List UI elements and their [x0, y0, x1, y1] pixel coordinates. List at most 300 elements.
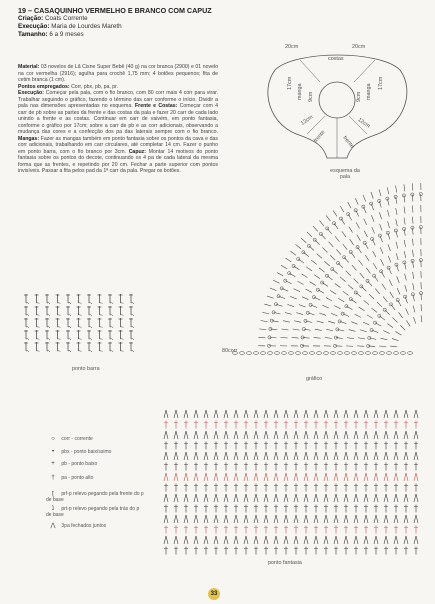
stitch-symbol	[306, 473, 308, 481]
stitch-symbol	[392, 317, 397, 322]
stitch-symbol	[26, 327, 29, 328]
stitch-symbol	[294, 410, 296, 418]
stitch-symbol	[352, 352, 357, 355]
stitch-symbol	[206, 494, 208, 502]
stitch-symbol	[276, 473, 278, 481]
stitch-symbol	[346, 494, 348, 502]
stitch-symbol	[395, 263, 398, 266]
stitch-symbol	[164, 431, 166, 439]
stitch-symbol	[390, 346, 397, 347]
stitch-symbol	[401, 352, 406, 355]
stitch-symbol	[206, 431, 208, 439]
stitch-symbol	[375, 323, 381, 326]
stitch-symbol	[408, 352, 413, 355]
stitch-symbol	[314, 337, 321, 338]
stitch-symbol	[281, 337, 288, 338]
stitch-symbol	[316, 515, 318, 523]
stitch-symbol	[404, 410, 406, 418]
stitch-symbol	[397, 288, 400, 294]
stitch-symbol	[164, 515, 166, 523]
stitch-symbol	[244, 536, 246, 544]
stitch-symbol	[236, 536, 238, 544]
stitch-symbol	[304, 473, 306, 481]
stitch-symbol	[416, 536, 418, 544]
stitch-symbol	[58, 315, 61, 316]
stitch-symbol	[396, 208, 397, 215]
stitch-symbol	[366, 494, 368, 502]
stitch-symbol	[346, 271, 351, 276]
stitch-symbol	[366, 473, 368, 481]
meta-value: Maria de Lourdes Mareth	[51, 23, 122, 30]
stitch-symbol	[264, 494, 266, 502]
stitch-symbol	[176, 515, 178, 523]
stitch-symbol	[274, 410, 276, 418]
stitch-symbol	[184, 536, 186, 544]
stitch-symbol	[270, 288, 277, 291]
stitch-symbol	[254, 452, 256, 460]
stitch-symbol	[376, 494, 378, 502]
stitch-symbol	[394, 515, 396, 523]
material-text: 03 novelos de Lã Cisne Super Bebê (40 g) na cor branca (2900) e 01 novelo na cor vermelha (2916); agulha para crochê 1,75 mm; 4 botões pequenos; fita de cetim branca (1 cm).	[18, 64, 218, 83]
stitch-symbol	[206, 473, 208, 481]
rib-chart-caption: ponto barra	[72, 366, 100, 372]
stitch-symbol	[100, 315, 103, 316]
stitch-symbol	[26, 339, 29, 340]
stitch-symbol	[284, 536, 286, 544]
legend-text: prt-p relevo pegando pela trás do p de base	[46, 506, 140, 518]
stitch-symbol	[287, 304, 294, 306]
stitch-symbol	[316, 431, 318, 439]
stitch-symbol	[397, 276, 400, 283]
stitch-symbol	[376, 536, 378, 544]
stitch-symbol	[406, 536, 408, 544]
stitch-symbol	[344, 536, 346, 544]
stitch-symbol	[388, 221, 390, 228]
stitch-symbol	[334, 494, 336, 502]
stitch-symbol	[336, 536, 338, 544]
stitch-symbol	[354, 410, 356, 418]
stitch-symbol	[79, 339, 82, 340]
stitch-symbol	[374, 515, 376, 523]
stitch-symbol	[264, 536, 266, 544]
stitch-symbol	[304, 410, 306, 418]
stitch-symbol	[89, 351, 92, 352]
stitch-symbol	[344, 494, 346, 502]
stitch-symbol	[351, 252, 355, 258]
stitch-symbol	[384, 494, 386, 502]
stitch-symbol	[404, 207, 405, 214]
double-crochet-symbol-icon: †	[51, 475, 55, 481]
stitch-symbol	[306, 515, 308, 523]
stitch-symbol	[266, 494, 268, 502]
stitch-symbol	[412, 239, 413, 246]
stitch-symbol	[264, 515, 266, 523]
stitch-symbol	[68, 351, 71, 352]
stitch-symbol	[317, 321, 324, 323]
stitch-symbol	[356, 222, 359, 228]
stitch-symbol	[348, 214, 351, 220]
stitch-symbol	[216, 536, 218, 544]
stitch-symbol	[89, 303, 92, 304]
stitch-symbol	[276, 515, 278, 523]
stitch-symbol	[314, 431, 316, 439]
stitch-symbol	[296, 352, 301, 355]
stitch-symbol	[372, 227, 375, 233]
stitch-symbol	[352, 265, 357, 270]
stitch-symbol	[296, 244, 301, 248]
stitch-symbol	[316, 473, 318, 481]
stitch-symbol	[395, 331, 401, 335]
legend-text: 3pa fechados juntos	[61, 523, 107, 529]
stitch-symbol	[396, 253, 398, 260]
stitch-symbol	[259, 329, 266, 330]
stitch-symbol	[314, 410, 316, 418]
stitch-symbol	[356, 515, 358, 523]
stitch-symbol	[296, 313, 303, 315]
stitch-symbol	[296, 431, 298, 439]
stitch-symbol	[384, 515, 386, 523]
stitch-symbol	[299, 305, 306, 307]
stitch-symbol	[386, 536, 388, 544]
stitch-symbol	[284, 452, 286, 460]
stitch-symbol	[328, 321, 335, 323]
stitch-symbol	[264, 304, 271, 306]
stitch-symbol	[377, 302, 382, 307]
stitch-symbol	[364, 219, 367, 225]
stitch-symbol	[286, 431, 288, 439]
stitch-symbol	[226, 431, 228, 439]
stitch-symbol	[266, 536, 268, 544]
stitch-symbol	[174, 536, 176, 544]
legend-item	[46, 506, 146, 518]
stitch-symbol	[344, 473, 346, 481]
stitch-symbol	[360, 273, 365, 278]
stitch-symbol	[47, 303, 50, 304]
schematic-label: 20cm	[285, 44, 299, 50]
stitch-symbol	[174, 473, 176, 481]
stitch-symbol	[276, 410, 278, 418]
yoke-schematic	[255, 30, 420, 165]
stitch-symbol	[396, 473, 398, 481]
stitch-symbol	[186, 410, 188, 418]
stitch-symbol	[268, 352, 273, 355]
stitch-symbol	[345, 305, 348, 308]
legend-item	[46, 522, 106, 529]
stitch-symbol	[244, 410, 246, 418]
stitch-symbol	[274, 473, 276, 481]
stitch-symbol	[266, 515, 268, 523]
stitch-symbol	[294, 266, 300, 270]
stitch-symbol	[166, 536, 168, 544]
stitch-symbol	[267, 296, 274, 298]
stitch-symbol	[176, 494, 178, 502]
stitch-symbol	[404, 184, 405, 191]
meta-value: Coats Corrente	[44, 15, 88, 22]
stitch-symbol	[216, 431, 218, 439]
stitch-symbol	[376, 410, 378, 418]
stitch-symbol	[404, 452, 406, 460]
meta-criacao	[18, 15, 88, 22]
stitch-symbol	[196, 515, 198, 523]
legend-item	[46, 461, 97, 467]
stitch-symbol	[261, 352, 266, 355]
stitch-symbol	[396, 242, 398, 249]
stitch-symbol	[406, 473, 408, 481]
stitch-symbol	[79, 315, 82, 316]
stitch-symbol	[176, 431, 178, 439]
stitch-symbol	[274, 431, 276, 439]
stitch-symbol	[58, 303, 61, 304]
stitch-symbol	[388, 256, 391, 263]
stitch-symbol	[387, 266, 390, 269]
stitch-symbol	[324, 410, 326, 418]
stitch-symbol	[315, 329, 322, 330]
stitch-symbol	[164, 473, 166, 481]
stitch-symbol	[100, 327, 103, 328]
stitch-symbol	[294, 431, 296, 439]
stitch-symbol	[310, 282, 316, 286]
stitch-symbol	[316, 410, 318, 418]
stitch-symbol	[406, 452, 408, 460]
points-label: Pontos empregados:	[18, 83, 70, 90]
stitch-symbol	[392, 338, 399, 340]
stitch-symbol	[416, 410, 418, 418]
stitch-symbol	[266, 410, 268, 418]
stitch-symbol	[166, 452, 168, 460]
stitch-symbol	[284, 410, 286, 418]
schematic-label: frente	[341, 135, 355, 150]
stitch-symbol	[26, 351, 29, 352]
stitch-symbol	[58, 339, 61, 340]
stitch-symbol	[356, 246, 359, 249]
stitch-symbol	[274, 303, 277, 306]
exec-text: Começar pela pala, com o fio branco, com 80 corr mais 4 corr para virar. Trabalhar seguindo o gráfico, fazendo o término das carr conforme o início. Dividir a pala nas dimensões apresentadas no esquema.	[18, 90, 218, 109]
stitch-symbol	[394, 410, 396, 418]
stitch-symbol	[386, 231, 389, 234]
stitch-symbol	[234, 494, 236, 502]
stitch-symbol	[350, 239, 354, 245]
stitch-symbol	[266, 431, 268, 439]
stitch-symbol	[359, 352, 364, 355]
hood-label: Capuz:	[128, 148, 146, 155]
stitch-symbol	[346, 431, 348, 439]
stitch-symbol	[224, 473, 226, 481]
stitch-symbol	[306, 452, 308, 460]
stitch-symbol	[234, 452, 236, 460]
stitch-symbol	[336, 473, 338, 481]
page-number: 33	[208, 588, 220, 600]
stitch-symbol	[303, 252, 308, 256]
stitch-symbol	[68, 339, 71, 340]
stitch-symbol	[362, 205, 365, 208]
stitch-symbol	[234, 515, 236, 523]
schematic-label: manga	[366, 83, 372, 100]
stitch-symbol	[306, 536, 308, 544]
stitch-symbol	[386, 431, 388, 439]
stitch-symbol	[214, 431, 216, 439]
stitch-symbol	[184, 431, 186, 439]
stitch-symbol	[346, 452, 348, 460]
single-crochet-symbol-icon: +	[51, 461, 55, 467]
sleeves-label: Mangas:	[18, 135, 40, 142]
stitch-symbol	[356, 410, 358, 418]
stitch-symbol	[216, 452, 218, 460]
stitch-symbol	[89, 315, 92, 316]
stitch-symbol	[354, 452, 356, 460]
page-title: 19 – CASAQUINHO VERMELHO E BRANCO COM CAPUZ	[18, 6, 212, 15]
stitch-symbol	[405, 285, 407, 292]
stitch-symbol	[379, 316, 385, 320]
stitch-symbol	[390, 292, 394, 298]
stitch-symbol	[363, 195, 366, 202]
stitch-symbol	[339, 217, 342, 220]
stitch-symbol	[412, 195, 413, 202]
stitch-symbol	[384, 536, 386, 544]
stitch-symbol	[374, 410, 376, 418]
stitch-symbol	[176, 536, 178, 544]
stitch-symbol	[421, 304, 422, 311]
stitch-symbol	[334, 431, 336, 439]
stitch-symbol	[289, 352, 294, 355]
sleeves-text: Fazer as mangas também em ponto fantasia sobre os pontos da cava e das corr adicionais, trabalhando em carr circulares, até completar 14 cm. Fazer o punho em ponto barra, com o fio branco por 3cm.	[18, 135, 218, 155]
stitch-symbol	[294, 473, 296, 481]
stitch-symbol	[373, 263, 377, 269]
stitch-symbol	[319, 221, 323, 226]
stitch-symbol	[396, 219, 398, 226]
stitch-symbol	[286, 452, 288, 460]
stitch-symbol	[256, 515, 258, 523]
stitch-symbol	[394, 431, 396, 439]
chain-symbol-icon: ○	[51, 436, 55, 442]
stitch-symbol	[326, 431, 328, 439]
stitch-symbol	[226, 473, 228, 481]
stitch-symbol	[314, 536, 316, 544]
stitch-symbol	[166, 515, 168, 523]
stitch-symbol	[214, 410, 216, 418]
meta-key: Criação:	[18, 15, 44, 22]
stitch-symbol	[394, 494, 396, 502]
stitch-symbol	[376, 515, 378, 523]
stitch-symbol	[164, 452, 166, 460]
stitch-symbol	[314, 473, 316, 481]
stitch-symbol	[176, 473, 178, 481]
stitch-symbol	[387, 324, 393, 328]
stitch-symbol	[326, 536, 328, 544]
stitch-symbol	[394, 352, 399, 355]
stitch-symbol	[412, 183, 413, 190]
slip-stitch-symbol-icon: •	[51, 449, 55, 455]
stitch-symbol	[296, 494, 298, 502]
stitch-symbol	[306, 431, 308, 439]
stitch-symbol	[326, 298, 332, 301]
stitch-symbol	[364, 452, 366, 460]
stitch-symbol	[292, 264, 295, 267]
stitch-symbol	[174, 452, 176, 460]
stitch-symbol	[382, 284, 386, 290]
stitch-symbol	[334, 410, 336, 418]
stitch-symbol	[391, 304, 395, 310]
stitch-symbol	[343, 291, 349, 295]
stitch-symbol	[226, 536, 228, 544]
stitch-symbol	[274, 515, 276, 523]
stitch-symbol	[110, 327, 113, 328]
stitch-symbol	[326, 215, 330, 221]
meta-key: Execução:	[18, 23, 50, 30]
stitch-symbol	[275, 352, 280, 355]
stitch-symbol	[246, 515, 248, 523]
stitch-symbol	[164, 410, 166, 418]
stitch-symbol	[264, 410, 266, 418]
stitch-symbol	[302, 251, 305, 254]
stitch-symbol	[358, 260, 362, 266]
stitch-symbol	[332, 222, 335, 225]
stitch-symbol	[246, 410, 248, 418]
stitch-symbol	[324, 515, 326, 523]
stitch-symbol	[244, 494, 246, 502]
stitch-symbol	[246, 473, 248, 481]
stitch-symbol	[414, 536, 416, 544]
stitch-symbol	[214, 515, 216, 523]
stitch-symbol	[344, 515, 346, 523]
stitch-symbol	[196, 452, 198, 460]
stitch-symbol	[89, 339, 92, 340]
stitch-symbol	[196, 431, 198, 439]
stitch-symbol	[79, 351, 82, 352]
stitch-symbol	[317, 352, 322, 355]
stitch-symbol	[254, 515, 256, 523]
stitch-symbol	[386, 515, 388, 523]
exec-label: Execução:	[18, 90, 44, 96]
stitch-symbol	[256, 452, 258, 460]
stitch-symbol	[131, 351, 134, 352]
yoke-outline	[268, 55, 407, 158]
stitch-symbol	[296, 410, 298, 418]
stitch-symbol	[274, 536, 276, 544]
stitch-symbol	[316, 288, 319, 291]
stitch-symbol	[318, 290, 324, 293]
rib-stitch-chart	[22, 290, 142, 352]
legend-text: pa - ponto alto	[61, 475, 94, 481]
stitch-symbol	[304, 494, 306, 502]
stitch-symbol	[349, 298, 352, 301]
stitch-symbol	[396, 515, 398, 523]
stitch-symbol	[266, 452, 268, 460]
front-label: Frente e Costas:	[135, 103, 178, 109]
stitch-symbol	[284, 494, 286, 502]
stitch-symbol	[216, 494, 218, 502]
stitch-symbol	[351, 299, 357, 303]
stitch-symbol	[303, 337, 310, 338]
stitch-symbol	[206, 536, 208, 544]
stitch-symbol	[319, 268, 325, 272]
stitch-symbol	[383, 331, 389, 334]
stitch-symbol	[246, 452, 248, 460]
stitch-symbol	[383, 296, 387, 302]
stitch-symbol	[264, 452, 266, 460]
stitch-symbol	[338, 320, 341, 323]
stitch-symbol	[234, 431, 236, 439]
stitch-symbol	[369, 294, 374, 299]
stitch-symbol	[396, 536, 398, 544]
stitch-symbol	[326, 473, 328, 481]
stitch-symbol	[246, 431, 248, 439]
stitch-symbol	[294, 321, 301, 323]
legend-text: corr - corrente	[61, 436, 93, 442]
stitch-symbol	[264, 473, 266, 481]
stitch-symbol	[364, 536, 366, 544]
stitch-symbol	[302, 297, 308, 300]
stitch-symbol	[380, 247, 383, 253]
